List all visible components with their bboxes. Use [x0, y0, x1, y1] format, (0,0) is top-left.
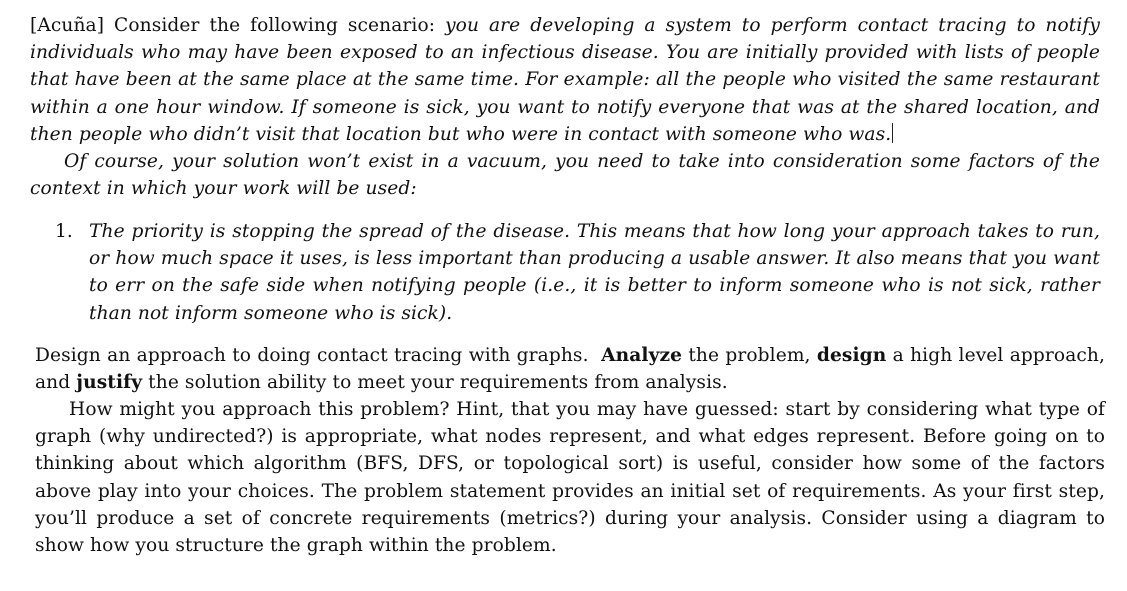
context-text: Of course, your solution won’t exist in a vacuum, you need to take into consideration some factors of the context in which your work will be used: — [30, 151, 1100, 200]
context-paragraph — [30, 148, 1100, 202]
analyze-keyword: Analyze — [601, 345, 683, 366]
list-item-number: 1. — [55, 221, 73, 242]
design-keyword: design — [816, 345, 887, 366]
scenario-text: you are developing a system to perform contact tracing to notify individuals who may have been exposed to an infectious disease. You are initially provided with lists of people that have been at the same place at the same time. For example: all the people who visited the same restaurant within a one hour window. If someone is sick, you want to notify everyone that was at the shared location, and then people who didn’t visit that location but who were in contact with someone who was. — [30, 15, 1101, 145]
design-part-3: a high level approach, and — [35, 345, 1105, 394]
list-item-text: The priority is stopping the spread of the disease. This means that how long your approach takes to run, or how much space it uses, is less important than producing a usable answer. It also means that you want to err on the safe side when notifying people (i.e., it is better to inform someone who is not sick, rather than not inform someone who is sick). — [89, 221, 1100, 324]
design-part-1: Design an approach to doing contact tracing with graphs. — [35, 345, 589, 366]
scenario-lead-in: Consider the following scenario: — [114, 15, 436, 36]
hint-paragraph — [35, 396, 1105, 559]
justify-keyword: justify — [76, 372, 143, 394]
design-paragraph — [35, 342, 1105, 396]
scenario-paragraph — [30, 12, 1100, 148]
design-part-4: the solution ability to meet your requirements from analysis. — [148, 372, 728, 394]
list-item — [55, 218, 1100, 327]
hint-text: How might you approach this problem? Hint, that you may have guessed: start by considering what type of graph (why undirected?) is appropriate, what nodes represent, and what edges represent. Before going on to thinking about which algorithm (BFS, DFS, or topological sort) is useful, consider how some of the factors above play into your choices. The problem statement provides an initial set of requirements. As your first step, you’ll produce a set of concrete requirements (metrics?) during your analysis. Consider using a diagram to show how you structure the graph within the problem. — [35, 399, 1105, 557]
factors-list — [55, 218, 1100, 327]
text-cursor — [892, 123, 893, 143]
author-tag: [Acuña] — [30, 15, 105, 36]
design-part-2: the problem, — [688, 345, 811, 366]
